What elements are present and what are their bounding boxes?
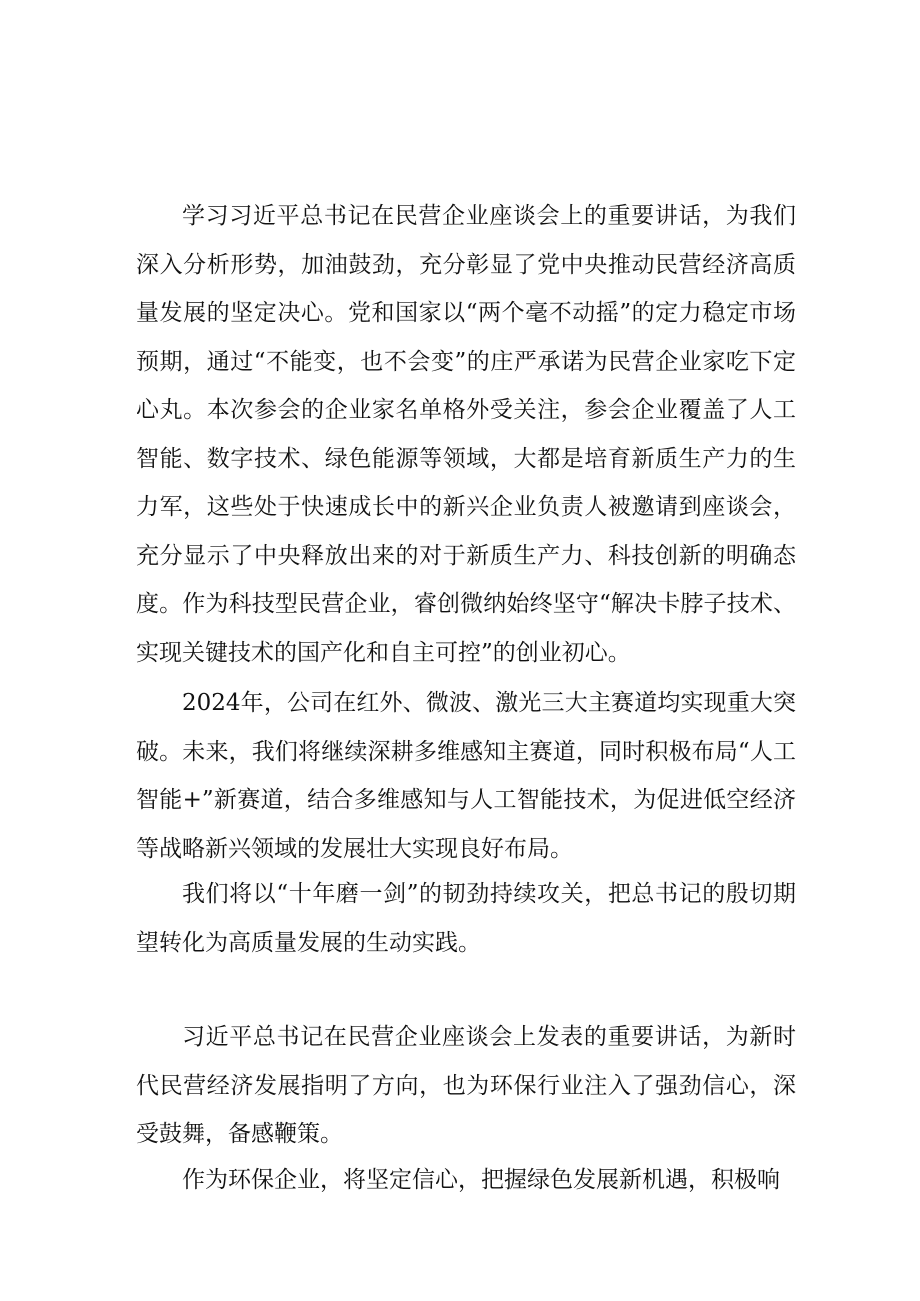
- paragraph-2: 2024年，公司在红外、微波、激光三大主赛道均实现重大突破。未来，我们将继续深耕多维感知主赛道，同时积极布局“人工智能+”新赛道，结合多维感知与人工智能技术，为促进低空经济等战略新兴领域的发展壮大实现良好布局。: [136, 690, 796, 862]
- paragraph-4: 习近平总书记在民营企业座谈会上发表的重要讲话，为新时代民营经济发展指明了方向，也为环保行业注入了强劲信心，深受鼓舞，备感鞭策。: [136, 1024, 796, 1147]
- paragraph-1: 学习习近平总书记在民营企业座谈会上的重要讲话，为我们深入分析形势，加油鼓劲，充分彰显了党中央推动民营经济高质量发展的坚定决心。党和国家以“两个毫不动摇”的定力稳定市场预期，通过“不能变，也不会变”的庄严承诺为民营企业家吃下定心丸。本次参会的企业家名单格外受关注，参会企业覆盖了人工智能、数字技术、绿色能源等领域，大都是培育新质生产力的生力军，这些处于快速成长中的新兴企业负责人被邀请到座谈会，充分显示了中央释放出来的对于新质生产力、科技创新的明确态度。作为科技型民营企业，睿创微纳始终坚守“解决卡脖子技术、实现关键技术的国产化和自主可控”的创业初心。: [136, 203, 796, 666]
- paragraph-3: 我们将以“十年磨一剑”的韧劲持续攻关，把总书记的殷切期望转化为高质量发展的生动实践。: [136, 881, 796, 956]
- paragraph-5: 作为环保企业，将坚定信心，把握绿色发展新机遇，积极响: [182, 1167, 780, 1193]
